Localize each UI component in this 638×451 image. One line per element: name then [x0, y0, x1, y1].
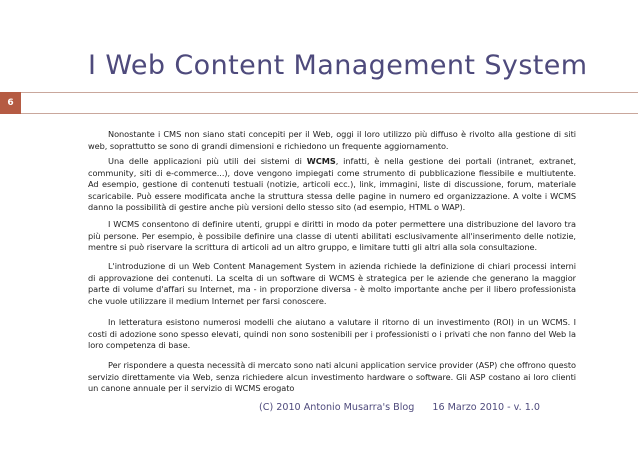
footer-copyright: (C) 2010 Antonio Musarra's Blog — [259, 402, 415, 413]
paragraph-2-text-start: Una delle applicazioni più utili dei sistemi di — [108, 156, 307, 166]
footer — [259, 402, 540, 413]
slide-number: 6 — [0, 92, 21, 114]
paragraph-3 — [88, 219, 576, 254]
paragraph-3-text: I WCMS consentono di definire utenti, gruppi e diritti in modo da poter permettere una distribuzione del lavoro tra più persone. Per esempio, è possibile definire una classe di utenti abilitati esclusivamente all'inserimento delle notizie, mentre si può riservare la scrittura di articoli ad un altro gruppo, e limitare tutti gli altri alla sola consultazione. — [88, 219, 576, 253]
paragraph-1-text: Nonostante i CMS non siano stati concepiti per il Web, oggi il loro utilizzo più diffuso è rivolto alla gestione di siti web, soprattutto se sono di grandi dimensioni e richiedono un frequente aggiornamento. — [88, 129, 576, 151]
paragraph-4 — [88, 261, 576, 307]
paragraph-2-bold-term: WCMS — [306, 156, 336, 166]
header-band — [0, 92, 638, 114]
paragraph-6 — [88, 360, 576, 395]
paragraph-1 — [88, 129, 576, 152]
paragraph-5 — [88, 317, 576, 352]
paragraph-5-text: In letteratura esistono numerosi modelli che aiutano a valutare il ritorno di un investimento (ROI) in un WCMS. I costi di adozione sono spesso elevati, quindi non sono sostenibili per i professionisti o i privati che non fanno del Web la loro competenza di base. — [88, 317, 576, 351]
paragraph-2 — [88, 156, 576, 214]
paragraph-6-text: Per rispondere a questa necessità di mercato sono nati alcuni application service provider (ASP) che offrono questo servizio direttamente via Web, senza richiedere alcun investimento hardware o software. Gli ASP costano ai loro clienti un canone annuale per il servizio di WCMS erogato — [88, 360, 576, 394]
footer-date-version: 16 Marzo 2010 - v. 1.0 — [432, 402, 540, 413]
slide-title: I Web Content Management System — [88, 50, 588, 81]
paragraph-2-text-end: , infatti, è nella gestione dei portali (intranet, extranet, community, siti di e-commerce...), dove vengono impiegati come strumento di pubblicazione flessibile e multiutente. Ad esempio, gestione di contenuti testuali (notizie, articoli ecc.), link, immagini, liste di discussione, forum, materiale scaricabile. Può essere modificata anche la struttura stessa delle pagine in numero ed organizzazione. A volte i WCMS danno la possibilità di gestire anche più versioni dello stesso sito (ad esempio, HTML o WAP). — [88, 156, 576, 213]
paragraph-4-text: L'introduzione di un Web Content Management System in azienda richiede la definizione di chiari processi interni di approvazione dei contenuti. La scelta di un software di WCMS è strategica per le aziende che generano la maggior parte di volume d'affari su Internet, ma - in proporzione diversa - è molto importante anche per il libero professionista che vuole utilizzare il medium Internet per farsi conoscere. — [88, 261, 576, 306]
